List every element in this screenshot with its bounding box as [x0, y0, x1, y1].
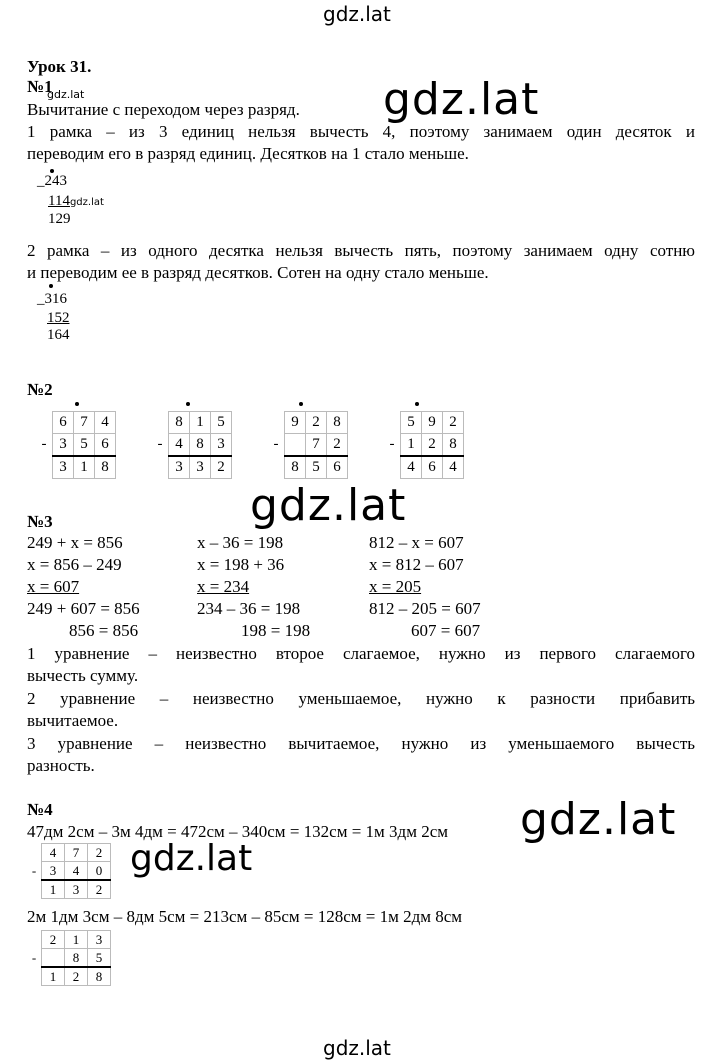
eq1-check-result: 856 = 856: [69, 621, 139, 640]
column-subtraction-1: [37, 173, 104, 227]
eq2-line2: x = 198 + 36: [197, 555, 285, 574]
digit-cell: 9: [422, 412, 443, 434]
digit-row: [36, 434, 116, 457]
eq2-line1: x – 36 = 198: [197, 533, 284, 552]
digit-cell: 7: [306, 434, 327, 457]
big-watermark: gdz.lat: [250, 480, 407, 531]
exp1-line1: 1 уравнение – неизвестно второе слагаемое, нужно из первого слагаемого: [27, 644, 695, 663]
exp3-line2: разность.: [27, 756, 95, 775]
digit-cell: 5: [211, 412, 232, 434]
digit-cell: 5: [401, 412, 422, 434]
digit-cell: 2: [327, 434, 348, 457]
eq3-check-result: 607 = 607: [411, 621, 481, 640]
eq3-line2: x = 812 – 607: [369, 555, 464, 574]
subtraction-table-3: [268, 411, 348, 479]
subtrahend: 114: [48, 193, 70, 209]
digit-cell: 6: [422, 456, 443, 479]
task4-line1: 47дм 2см – 3м 4дм = 472см – 340см = 132см = 1м 3дм 2см: [27, 822, 449, 841]
digit-row: [27, 949, 111, 968]
result-row: [384, 456, 464, 479]
minus-sign-cell: [152, 412, 169, 434]
digit-cell: 2: [306, 412, 327, 434]
digit-cell: [285, 434, 306, 457]
digit-cell: 0: [88, 862, 111, 881]
small-watermark: gdz.lat: [47, 88, 85, 101]
digit-cell: 8: [169, 412, 190, 434]
minus-sign-cell: [27, 880, 42, 899]
task1-heading: Вычитание с переходом через разряд.: [27, 100, 300, 119]
digit-cell: 8: [88, 967, 111, 986]
minuend: 316: [44, 291, 67, 307]
eq2-check-result: 198 = 198: [241, 621, 311, 640]
minus-sign-cell: [152, 456, 169, 479]
result-row: [36, 456, 116, 479]
exp3-line1: 3 уравнение – неизвестно вычитаемое, нужно из уменьшаемого вычесть: [27, 734, 695, 753]
digit-row: [27, 844, 111, 862]
digit-cell: 7: [65, 844, 88, 862]
eq1-check: 249 + 607 = 856: [27, 599, 140, 618]
digit-cell: 2: [443, 412, 464, 434]
eq1-line2: x = 856 – 249: [27, 555, 122, 574]
eq3-answer: x = 205: [369, 577, 422, 596]
column-subtraction-2: [37, 291, 70, 343]
digit-cell: 8: [190, 434, 211, 457]
digit-cell: 3: [190, 456, 211, 479]
minus-sign-cell: [27, 844, 42, 862]
minus-sign-cell: [36, 412, 53, 434]
digit-cell: 3: [53, 456, 74, 479]
digit-cell: 8: [285, 456, 306, 479]
result-row: [27, 967, 111, 986]
result-row: [268, 456, 348, 479]
task4-line2: 2м 1дм 3см – 8дм 5см = 213см – 85см = 128см = 1м 2дм 8см: [27, 907, 463, 926]
minus-sign-cell: [36, 456, 53, 479]
borrow-dot: [75, 402, 79, 406]
digit-cell: 1: [65, 931, 88, 949]
eq2-check: 234 – 36 = 198: [197, 599, 301, 618]
digit-cell: 3: [211, 434, 232, 457]
inline-watermark: gdz.lat: [69, 197, 104, 208]
digit-cell: 4: [65, 862, 88, 881]
digit-cell: 2: [88, 844, 111, 862]
digit-cell: 1: [190, 412, 211, 434]
digit-row: [384, 434, 464, 457]
task1-number: №1: [27, 77, 53, 96]
digit-cell: 4: [443, 456, 464, 479]
task4-number: №4: [27, 800, 53, 819]
borrow-dot: [50, 169, 54, 173]
borrow-dot: [49, 284, 53, 288]
digit-cell: 5: [74, 434, 95, 457]
digit-row: [152, 412, 232, 434]
digit-row: [152, 434, 232, 457]
digit-cell: 3: [42, 862, 65, 881]
digit-cell: 9: [285, 412, 306, 434]
task1-frame1-line1: 1 рамка – из 3 единиц нельзя вычесть 4, поэтому занимаем один десяток и: [27, 122, 695, 141]
result-row: [152, 456, 232, 479]
footer-watermark: gdz.lat: [323, 1036, 391, 1060]
subtraction-table-5: [27, 843, 111, 899]
big-watermark: gdz.lat: [130, 838, 253, 879]
minus-sign-cell: -: [157, 436, 163, 453]
digit-cell: 4: [95, 412, 116, 434]
eq3-line1: 812 – x = 607: [369, 533, 464, 552]
minus-sign: _: [37, 173, 45, 189]
result: 129: [48, 211, 71, 227]
borrow-dot: [299, 402, 303, 406]
lesson-title: Урок 31.: [27, 57, 92, 76]
big-watermark: gdz.lat: [516, 794, 680, 845]
digit-cell: 4: [401, 456, 422, 479]
minus-sign-cell: [384, 456, 401, 479]
minus-sign-cell: [268, 412, 285, 434]
subtraction-table-1: [36, 411, 116, 479]
result: 164: [47, 327, 70, 343]
digit-cell: 3: [53, 434, 74, 457]
minus-sign-cell: -: [31, 862, 37, 878]
digit-cell: 5: [88, 949, 111, 968]
minus-sign-cell: [268, 456, 285, 479]
digit-cell: 4: [169, 434, 190, 457]
digit-cell: 2: [42, 931, 65, 949]
task1-frame2-line1: 2 рамка – из одного десятка нельзя вычесть пять, поэтому занимаем одну сотню: [27, 241, 695, 260]
digit-cell: 1: [42, 967, 65, 986]
minus-sign-cell: [384, 412, 401, 434]
eq2-answer: x = 234: [197, 577, 250, 596]
subtraction-table-4: [384, 411, 464, 479]
digit-cell: 5: [306, 456, 327, 479]
exp2-line2: вычитаемое.: [27, 711, 119, 730]
task1-frame1-line2: переводим его в разряд единиц. Десятков на 1 стало меньше.: [27, 144, 469, 163]
exp2-line1: 2 уравнение – неизвестно уменьшаемое, нужно к разности прибавить: [27, 689, 695, 708]
digit-cell: 6: [327, 456, 348, 479]
minus-sign: _: [37, 291, 45, 307]
digit-cell: 7: [74, 412, 95, 434]
digit-cell: 2: [88, 880, 111, 899]
minus-sign-cell: -: [41, 436, 47, 453]
borrow-dot: [415, 402, 419, 406]
digit-cell: 4: [42, 844, 65, 862]
digit-row: [36, 412, 116, 434]
minus-sign-cell: -: [31, 949, 37, 965]
eq1-answer: x = 607: [27, 577, 80, 596]
digit-cell: 3: [65, 880, 88, 899]
minus-sign-cell: [27, 931, 42, 949]
digit-cell: 8: [65, 949, 88, 968]
digit-cell: 3: [88, 931, 111, 949]
minus-sign-cell: -: [273, 436, 279, 453]
exp1-line2: вычесть сумму.: [27, 666, 139, 685]
header-watermark: gdz.lat: [323, 2, 391, 26]
subtrahend: 152: [47, 310, 70, 326]
digit-row: [268, 434, 348, 457]
digit-cell: 6: [95, 434, 116, 457]
minuend: 243: [44, 173, 67, 189]
digit-cell: 1: [401, 434, 422, 457]
digit-row: [27, 862, 111, 881]
digit-cell: 2: [65, 967, 88, 986]
digit-cell: 8: [327, 412, 348, 434]
digit-cell: 3: [169, 456, 190, 479]
digit-row: [384, 412, 464, 434]
big-watermark: gdz.lat: [383, 74, 540, 125]
task2-number: №2: [27, 380, 53, 399]
result-row: [27, 880, 111, 899]
digit-cell: 8: [443, 434, 464, 457]
eq1-line1: 249 + x = 856: [27, 533, 123, 552]
minus-sign-cell: [27, 967, 42, 986]
digit-cell: 1: [74, 456, 95, 479]
task3-number: №3: [27, 512, 53, 531]
digit-row: [268, 412, 348, 434]
digit-cell: 8: [95, 456, 116, 479]
minus-sign-cell: -: [389, 436, 395, 453]
digit-cell: 2: [211, 456, 232, 479]
digit-cell: 1: [42, 880, 65, 899]
digit-row: [27, 931, 111, 949]
digit-cell: [42, 949, 65, 968]
digit-cell: 2: [422, 434, 443, 457]
subtraction-table-2: [152, 411, 232, 479]
digit-cell: 6: [53, 412, 74, 434]
eq3-check: 812 – 205 = 607: [369, 599, 481, 618]
borrow-dot: [186, 402, 190, 406]
subtraction-table-6: [27, 930, 111, 986]
task1-frame2-line2: и переводим ее в разряд десятков. Сотен на одну стало меньше.: [27, 263, 489, 282]
